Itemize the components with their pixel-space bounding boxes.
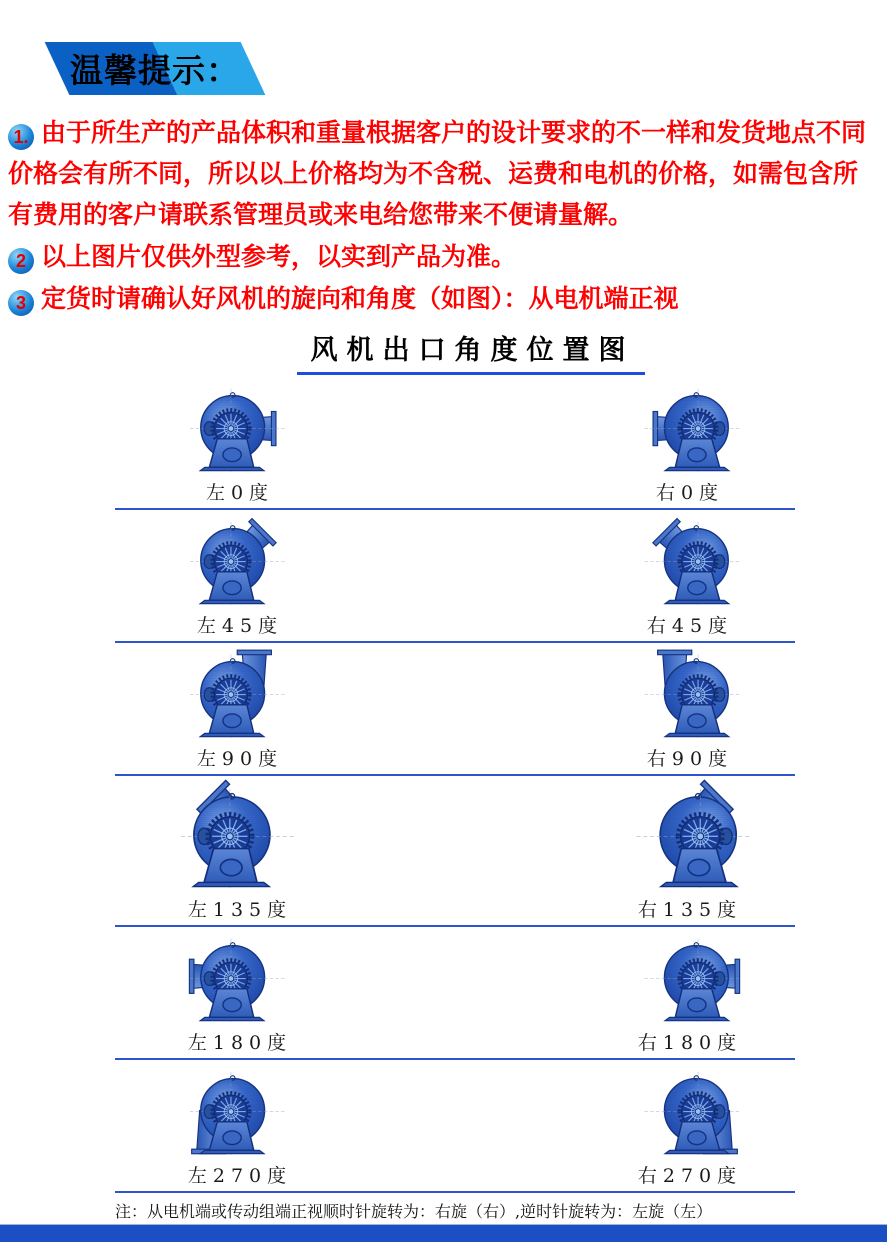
fan-label-left-270: 左270度	[187, 1165, 293, 1187]
fan-row-180deg	[0, 933, 887, 1060]
fan-label-left-0: 左0度	[205, 482, 275, 504]
tip-badge-3: 3	[8, 290, 34, 316]
fan-cell-right-45	[540, 516, 840, 638]
tip-text-2: 以上图片仅供外型参考，以实到产品为准。	[41, 243, 517, 271]
fan-cell-right-135	[540, 782, 840, 922]
row-separator	[115, 925, 795, 927]
fan-image-left-180deg	[174, 933, 305, 1027]
fan-cell-left-90	[90, 649, 390, 771]
fan-cell-left-0	[90, 383, 390, 505]
fan-label-left-45: 左45度	[196, 615, 284, 637]
fan-cell-right-270	[540, 1066, 840, 1188]
fan-image-left-135deg	[162, 782, 318, 894]
fan-image-left-90deg	[174, 649, 305, 743]
fan-label-right-270: 右270度	[637, 1165, 743, 1187]
fan-label-left-180: 左180度	[187, 1032, 293, 1054]
tip-badge-1: 1.	[8, 124, 34, 150]
fan-label-right-90: 右90度	[646, 748, 734, 770]
fan-row-90deg	[0, 649, 887, 776]
tip-text-3: 定货时请确认好风机的旋向和角度（如图）：从电机端正视	[41, 285, 679, 313]
rotation-note: 注：从电机端或传动组端正视顺时针旋转为：右旋（右）,逆时针旋转为：左旋（左）	[115, 1202, 713, 1221]
fan-row-135deg	[0, 782, 887, 927]
fan-label-right-135: 右135度	[637, 899, 743, 921]
page	[0, 42, 887, 1242]
tip-item-1	[8, 113, 873, 236]
bottom-bar	[0, 1224, 887, 1242]
fan-cell-right-0	[540, 383, 840, 505]
fan-label-left-135: 左135度	[187, 899, 293, 921]
fan-cell-right-90	[540, 649, 840, 771]
row-separator	[115, 641, 795, 643]
row-separator	[115, 774, 795, 776]
fan-cell-right-180	[540, 933, 840, 1055]
banner-title: 温馨提示：	[70, 52, 240, 89]
fan-row-270deg	[0, 1066, 887, 1193]
tip-badge-2: 2	[8, 248, 34, 274]
fan-image-right-135deg	[612, 782, 768, 894]
fan-image-right-180deg	[624, 933, 755, 1027]
fan-image-right-90deg	[624, 649, 755, 743]
tip-text-1: 由于所生产的产品体积和重量根据客户的设计要求的不一样和发货地点不同价格会有所不同，所以以上价格均为不含税、运费和电机的价格，如需包含所有费用的客户请联系管理员或来电给您带来不便请量解。	[8, 119, 867, 229]
diagram-title-wrap	[0, 328, 887, 375]
fan-image-right-270deg	[624, 1066, 755, 1160]
fan-label-right-0: 右0度	[655, 482, 725, 504]
fan-cell-left-135	[90, 782, 390, 922]
fan-image-left-0deg	[174, 383, 305, 477]
row-separator	[115, 1058, 795, 1060]
diagram-title: 风机出口角度位置图	[297, 328, 645, 375]
banner	[45, 42, 266, 95]
fan-diagram	[0, 383, 887, 1193]
row-separator	[115, 1191, 795, 1193]
tip-item-3	[8, 279, 873, 320]
fan-row-45deg	[0, 516, 887, 643]
fan-cell-left-270	[90, 1066, 390, 1188]
fan-label-left-90: 左90度	[196, 748, 284, 770]
tips-list	[8, 113, 873, 320]
tip-item-2	[8, 237, 873, 278]
fan-image-right-0deg	[624, 383, 755, 477]
fan-image-left-45deg	[174, 516, 305, 610]
fan-image-left-270deg	[174, 1066, 305, 1160]
fan-image-right-45deg	[624, 516, 755, 610]
fan-cell-left-180	[90, 933, 390, 1055]
fan-row-0deg	[0, 383, 887, 510]
fan-label-right-180: 右180度	[637, 1032, 743, 1054]
fan-cell-left-45	[90, 516, 390, 638]
fan-label-right-45: 右45度	[646, 615, 734, 637]
row-separator	[115, 508, 795, 510]
